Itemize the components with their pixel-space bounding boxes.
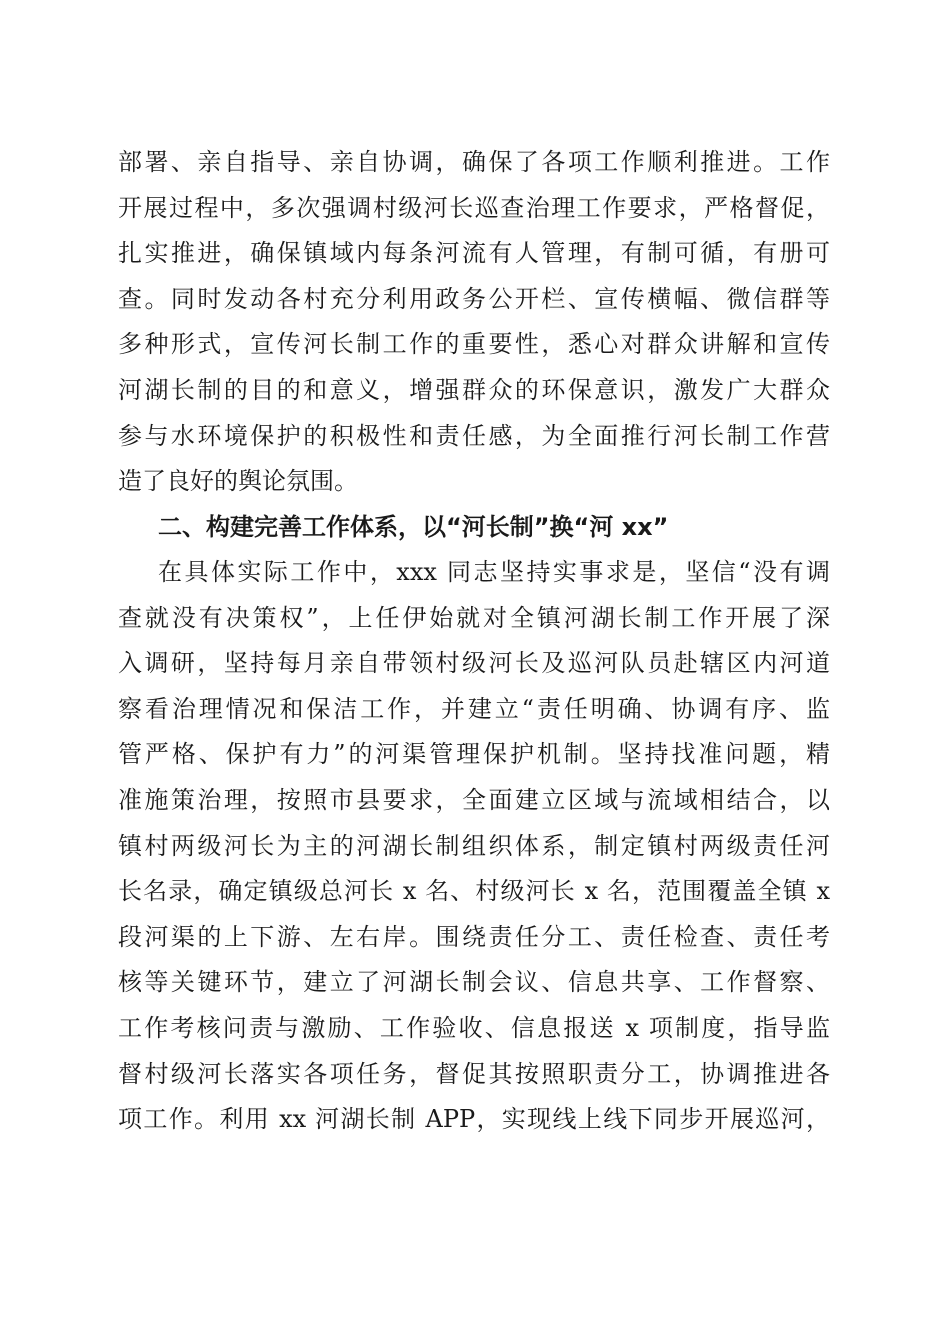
paragraph-line: 多种形式，宣传河长制工作的重要性，悉心对群众讲解和宣传	[118, 330, 830, 359]
paragraph-line: 入调研，坚持每月亲自带领村级河长及巡河队员赴辖区内河道	[118, 649, 830, 678]
paragraph-line: 扎实推进，确保镇域内每条河流有人管理，有制可循，有册可	[118, 239, 830, 268]
paragraph-line: 管严格、保护有力”的河渠管理保护机制。坚持找准问题，精	[118, 740, 830, 769]
paragraph-line: 河湖长制的目的和意义，增强群众的环保意识，激发广大群众	[118, 375, 830, 404]
paragraph-line: 工作考核问责与激励、工作验收、信息报送 x 项制度，指导监	[118, 1013, 830, 1042]
paragraph-line: 准施策治理，按照市县要求，全面建立区域与流域相结合，以	[118, 785, 830, 814]
paragraph-2	[118, 550, 830, 1143]
paragraph-line: 镇村两级河长为主的河湖长制组织体系，制定镇村两级责任河	[118, 831, 830, 860]
paragraph-line: 项工作。利用 xx 河湖长制 APP，实现线上线下同步开展巡河，	[118, 1105, 830, 1134]
paragraph-line: 开展过程中，多次强调村级河长巡查治理工作要求，严格督促，	[118, 193, 830, 222]
paragraph-line: 参与水环境保护的积极性和责任感，为全面推行河长制工作营	[118, 421, 830, 450]
paragraph-line: 核等关键环节，建立了河湖长制会议、信息共享、工作督察、	[118, 968, 830, 997]
paragraph-line: 督村级河长落实各项任务，督促其按照职责分工，协调推进各	[118, 1059, 830, 1088]
paragraph-line: 部署、亲自指导、亲自协调，确保了各项工作顺利推进。工作	[118, 148, 830, 176]
paragraph-line: 长名录，确定镇级总河长 x 名、村级河长 x 名，范围覆盖全镇 x	[118, 877, 830, 906]
paragraph-1	[118, 140, 830, 550]
paragraph-line: 查就没有决策权”，上任伊始就对全镇河湖长制工作开展了深	[118, 603, 830, 632]
paragraph-line: 察看治理情况和保洁工作，并建立“责任明确、协调有序、监	[118, 694, 830, 723]
paragraph-line: 在具体实际工作中，xxx 同志坚持实事求是，坚信“没有调	[158, 558, 830, 586]
paragraph-line: 造了良好的舆论氛围。	[118, 467, 358, 496]
paragraph-line: 段河渠的上下游、左右岸。围绕责任分工、责任检查、责任考	[118, 922, 830, 951]
section-heading: 二、构建完善工作体系，以“河长制”换“河 xx”	[158, 512, 669, 541]
paragraph-line: 查。同时发动各村充分利用政务公开栏、宣传横幅、微信群等	[118, 284, 830, 313]
